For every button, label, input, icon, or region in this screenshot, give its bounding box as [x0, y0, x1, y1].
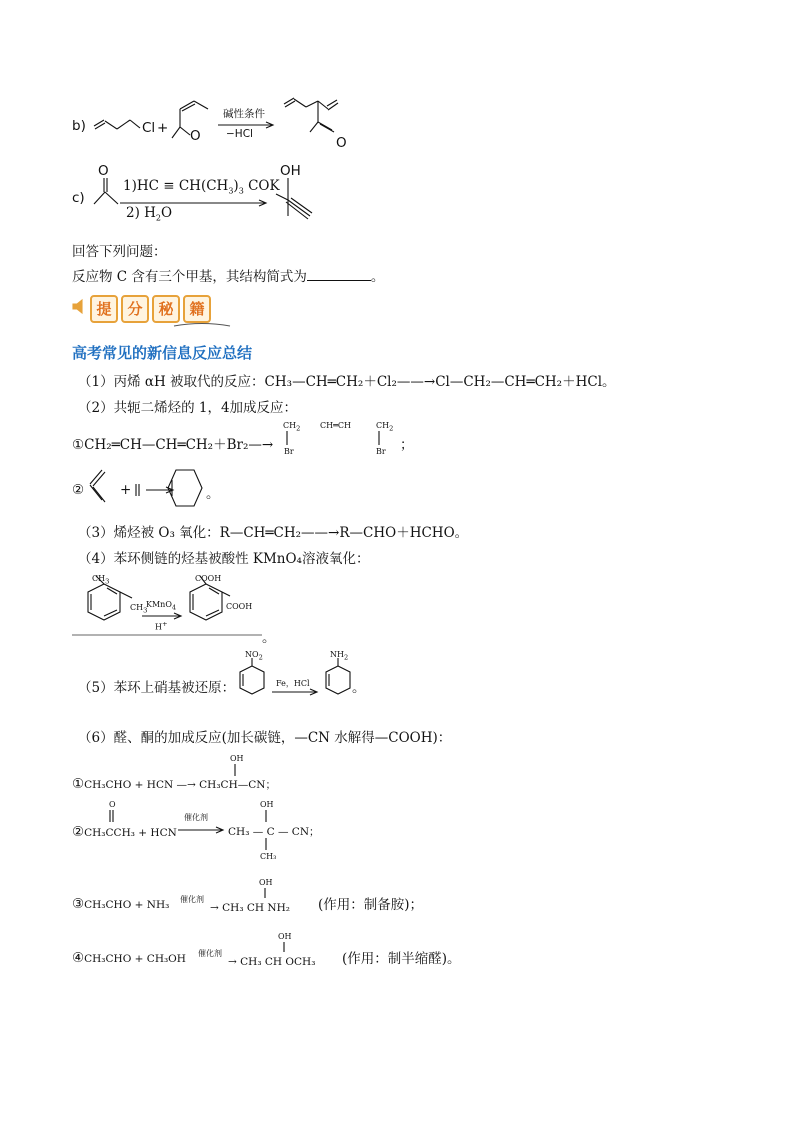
i6d-bond: [282, 942, 288, 956]
i5-arrow: [272, 688, 322, 698]
item-3: （3）烯烃被 O₃ 氧化：R—CH═CH₂——→R—CHO＋HCHO。: [78, 525, 469, 541]
product-b-structure: [282, 92, 362, 147]
reaction-c-label: c): [72, 190, 85, 206]
i5-nh2: $NH_2$: [330, 650, 349, 662]
item-4: （4）苯环侧链的烃基被酸性 KMnO₄溶液氧化：: [78, 551, 370, 567]
i4-cond: H+: [155, 620, 168, 632]
section-title: 高考常见的新信息反应总结: [72, 344, 253, 362]
i5-end: 。: [352, 680, 366, 696]
i6b-arrow: [178, 826, 228, 836]
acetone-oxygen: O: [98, 163, 109, 179]
i5-reagent: Fe，HCl: [276, 679, 310, 688]
item-6d: ④CH₃CHO + CH₃OH: [72, 950, 186, 966]
i2b-end: 。: [206, 486, 220, 502]
condition-step2: 2) $H_2O$: [126, 205, 173, 223]
i2a-mid: CH═CH: [320, 421, 352, 430]
i6b-o: O: [109, 800, 116, 809]
banner-char-3: 秘: [152, 295, 180, 323]
i2a-br-2: Br: [376, 447, 386, 456]
i6d-product: → CH₃ CH OCH₃: [228, 956, 316, 968]
reaction-b-label: b): [72, 118, 86, 134]
i6c-product: → CH₃ CH NH₂: [210, 902, 290, 914]
chlorine-label: Cl: [142, 120, 156, 136]
banner-underline: [172, 321, 232, 329]
i6d-catalyst: 催化剂: [198, 949, 222, 958]
i4-end: 。: [262, 630, 276, 646]
i6b-co-bond: [109, 810, 117, 824]
condition-basic: 碱性条件: [223, 108, 265, 120]
i2a-ch2-1: $CH_2$: [283, 421, 301, 433]
i4-ch3-top: $CH_3$: [92, 574, 110, 586]
i2a-end: ；: [400, 437, 414, 453]
i6a-oh: OH: [230, 754, 244, 763]
i2a-br-1: Br: [284, 447, 294, 456]
condition-minus-hcl: −HCl: [226, 128, 253, 140]
i6c-catalyst: 催化剂: [180, 895, 204, 904]
diene-structure: [88, 466, 118, 506]
i6d-oh: OH: [278, 932, 292, 941]
i6b-ch3: CH₃: [260, 852, 277, 861]
i2a-ch2-2: $CH_2$: [376, 421, 394, 433]
i6d-note: (作用：制半缩醛)。: [342, 951, 461, 967]
i6c-note: (作用：制备胺)；: [318, 897, 424, 913]
i6b-oh: OH: [260, 800, 274, 809]
phthalic-acid-structure: [180, 582, 253, 642]
product-c-structure: [272, 178, 332, 228]
question-line-2: 反应物 C 含有三个甲基，其结构简式为 。: [72, 269, 385, 285]
nitrobenzene-structure: [236, 658, 276, 708]
i2b-plus: +: [120, 482, 132, 498]
i4-cooh-1: COOH: [195, 574, 222, 583]
banner-char-2: 分: [121, 295, 149, 323]
item-6c: ③CH₃CHO + NH₃: [72, 896, 170, 912]
item-6b: ②CH₃CCH₃ + HCN: [72, 824, 177, 840]
speaker-icon: [72, 299, 88, 315]
banner-char-4: 籍: [183, 295, 211, 323]
banner-char-1: 提: [90, 295, 118, 323]
i5-no2: $NO_2$: [245, 650, 263, 662]
item-2a: ①CH₂═CH—CH═CH₂＋Br₂—→: [72, 437, 274, 453]
i4-baseline: [72, 634, 272, 638]
item-6: （6）醛、酮的加成反应(加长碳链，—CN 水解得—COOH)：: [78, 730, 452, 746]
item-1: （1）丙烯 αH 被取代的反应：CH₃—CH═CH₂＋Cl₂——→Cl—CH₂—CH═CH₂＋HCl。: [78, 374, 616, 390]
item-5: （5）苯环上硝基被还原：: [78, 680, 236, 696]
ketone-oxygen: O: [190, 128, 201, 144]
i6b-catalyst: 催化剂: [184, 813, 208, 822]
i4-reagent: KMnO$_4$: [146, 600, 177, 612]
question-line-1: 回答下列问题：: [72, 244, 167, 260]
item-2b-prefix: ②: [72, 482, 85, 498]
item-2: （2）共轭二烯烃的 1，4加成反应：: [78, 400, 298, 416]
i6b-product: CH₃ — C — CN；: [228, 826, 320, 838]
product-oxygen: O: [336, 135, 347, 151]
i6c-bond: [263, 888, 269, 902]
i4-ch3-side: $CH_3$: [130, 603, 148, 615]
answer-blank[interactable]: [307, 268, 371, 281]
product-c-oh: OH: [280, 163, 301, 179]
i4-cooh-2: COOH: [226, 602, 253, 611]
i6c-oh: OH: [259, 878, 273, 887]
cyclohexene-structure: [166, 468, 206, 510]
condition-step1: $1)HC \equiv CH(CH_3)_3$ COK: [123, 178, 280, 196]
item-6a: ①CH₃CHO + HCN —→ CH₃CH—CN；: [72, 776, 276, 792]
plus-sign: +: [157, 120, 169, 136]
